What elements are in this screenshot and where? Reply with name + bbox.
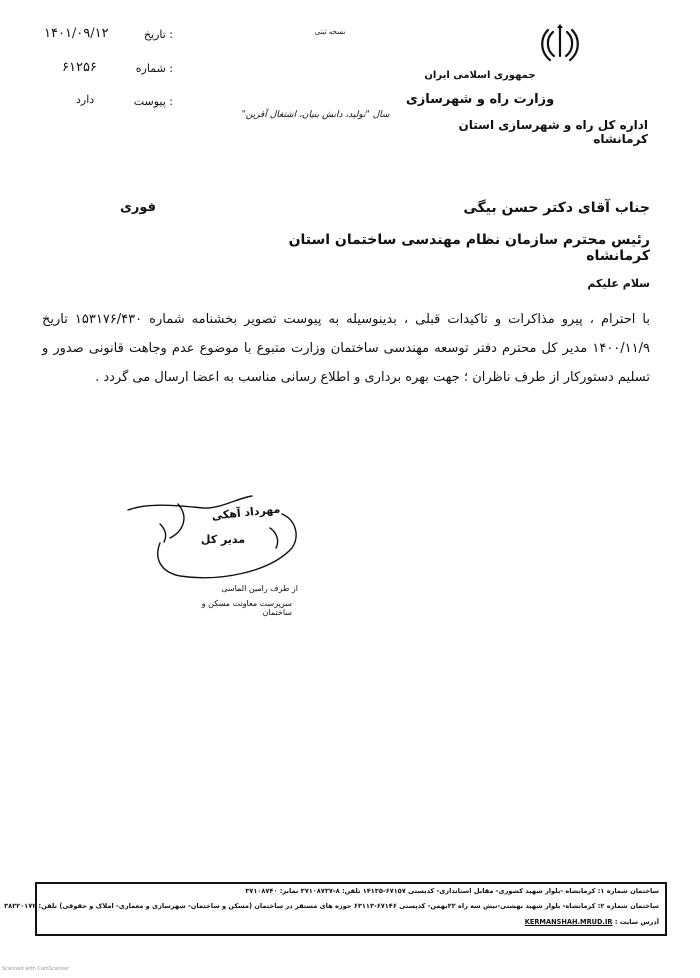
letter-body: با احترام ، پیرو مذاکرات و تاکیدات قبلی ، بدینوسیله به پیوست تصویر بخشنامه شماره ۱۵۳۱۷۶/۴۳۰ تاریخ ۱۴۰۰/۱۱/۹ مدیر کل محترم دفتر توسعه مهندسی ساختمان وزارت متبوع با موضوع عدم وجاهت قانونی صدور و تسلیم دستورکار از طرف ناظران ؛ جهت بهره برداری و اطلاع رسانی مناسب به اعضا ارسال می گردد . [42,312,651,385]
footer-website [525,918,659,926]
recipient-title: رئیس محترم سازمان نظام مهندسی ساختمان استان کرمانشاه [288,232,650,264]
date-value: ۱۴۰۱/۰۹/۱۲ [44,26,109,41]
greeting: سلام علیکم [587,277,650,290]
scanner-watermark: Scanned with CamScanner [2,966,70,972]
attachment-label: : پیوست [133,95,173,108]
attachment-value: دارد [76,93,95,106]
footer-building-2: ساختمان شماره ۲: کرمانشاه- بلوار شهید بهشتی-نبش سه راه ۲۲بهمن- کدپستی ۶۷۱۴۶-۶۳۱۱۳ حوزه های مستقر در ساختمان (مسکن و ساختمان- شهرسازی و معماری- املاک و حقوقی) تلفن: ۳۸۲۲۰۱۷۲ [4,902,659,910]
iran-emblem-icon [538,22,582,66]
signatory-name: مهرداد آهکی [211,502,281,523]
copy-on-behalf: از طرف رامین الماسی [221,584,298,593]
date-label: : تاریخ [143,28,173,41]
footer-address-box [4,882,667,936]
signatory-title: مدیر کل [200,533,246,546]
footer-building-1: ساختمان شماره ۱: کرمانشاه -بلوار شهید کشوری- مقابل استانداری- کدپستی ۶۷۱۵۷-۱۴۱۳۵ تلفن: ۸-۳۷۱۰۸۷۳۷ نمابر: ۳۷۱۰۸۷۴۰ [245,887,659,895]
website-link[interactable]: KERMANSHAH.MRUD.IR [524,918,613,926]
year-slogan: سال "تولید، دانش بنیان، اشتغال آفرین" [241,110,390,120]
website-label: آدرس سایت : [614,918,659,926]
org-ministry: وزارت راه و شهرسازی [405,92,555,107]
urgent-badge: فوری [119,200,157,215]
number-value: ۶۱۲۵۶ [62,60,97,75]
org-country: جمهوری اسلامی ایران [424,70,536,81]
copy-position: سرپرست معاونت مسکن و ساختمان [201,599,292,617]
org-department: اداره کل راه و شهرسازی استان کرمانشاه [458,118,648,146]
classification-label: نسخه ثبتی [314,28,346,36]
recipient-name: جناب آقای دکتر حسن بیگی [463,200,650,216]
number-label: : شماره [135,62,173,75]
